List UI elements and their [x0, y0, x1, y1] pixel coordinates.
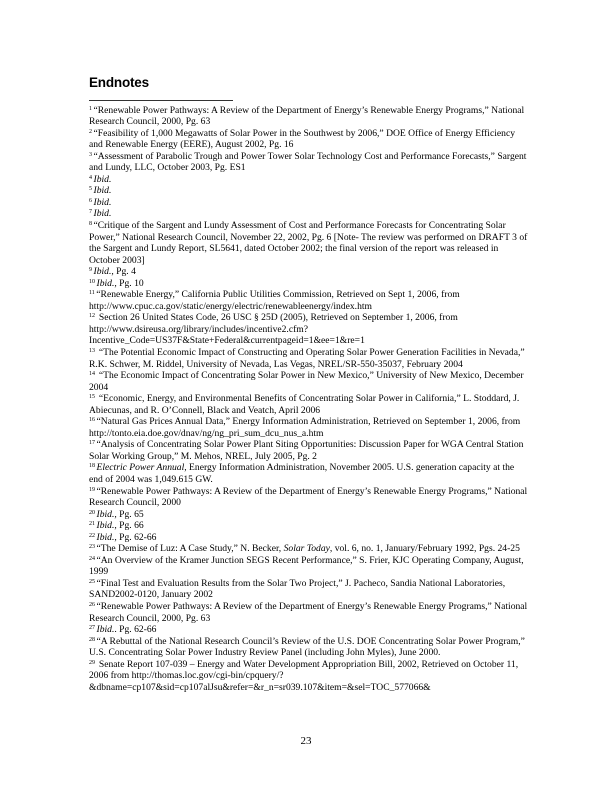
endnote-item [89, 347, 529, 370]
endnote-text: , Pg. 66 [114, 520, 144, 532]
endnote-item [89, 208, 529, 220]
endnote-number: 21 [89, 521, 95, 528]
endnote-italic-text: Ibid. [96, 531, 115, 543]
endnote-item [89, 278, 529, 290]
endnote-text: “Analysis of Concentrating Solar Power Plant Siting Opportunities: Discussion Paper for WGA Central Station Solar Working Group,” M. Mehos, NREL, July 2005, Pg. 2 [89, 439, 524, 462]
endnote-text: “Renewable Power Pathways: A Review of the Department of Energy’s Renewable Energy Programs,” National Research Council, 2000, Pg. 63 [89, 104, 525, 128]
endnote-item [89, 289, 529, 312]
endnote-text: “Feasibility of 1,000 Megawatts of Solar Power in the Southwest by 2006,” DOE Office of Energy Efficiency and Renewable Energy (EERE), August 2002, Pg. 16 [89, 127, 516, 151]
endnote-item [89, 174, 529, 186]
endnote-text: “Assessment of Parabolic Trough and Power Tower Solar Technology Cost and Performance Forecasts,” Sargent and Lundy, LLC, October 2003, Pg. ES1 [89, 150, 527, 174]
endnote-italic-text: Electric Power Annual [96, 462, 185, 474]
endnote-text: Senate Report 107-039 – Energy and Water Development Appropriation Bill, 2002, Retrieved on October 11, 2006 from http://thomas.loc.gov/cgi-bin/cpquery/?&dbname=cp107&sid=cp107alJsu&refer=&r_n=sr039.107&item=&sel=TOC_577066& [89, 658, 519, 693]
endnote-number: 3 [89, 151, 92, 158]
endnote-text: “Renewable Power Pathways: A Review of the Department of Energy’s Renewable Energy Programs,” National Research Council, 2000, Pg. 63 [89, 601, 528, 624]
endnote-text: , Pg. 4 [111, 266, 136, 278]
endnote-item [89, 439, 529, 462]
endnote-number: 25 [89, 578, 95, 585]
page-heading: Endnotes [89, 75, 149, 90]
endnote-number: 24 [89, 555, 95, 562]
endnote-number: 10 [89, 278, 95, 285]
endnote-separator-rule [89, 100, 233, 101]
endnote-number: 11 [89, 290, 95, 297]
endnote-number: 7 [89, 209, 92, 216]
endnote-number: 26 [89, 602, 95, 609]
endnote-italic-text: Ibid. [93, 173, 112, 185]
endnote-text: , Pg. 65 [114, 508, 144, 520]
endnote-item [89, 532, 529, 544]
page-number: 23 [300, 735, 312, 747]
endnote-text: “Renewable Power Pathways: A Review of the Department of Energy’s Renewable Energy Programs,” National Research Council, 2000 [89, 485, 528, 509]
endnote-text: . Pg. 62-66 [114, 624, 157, 636]
endnote-item [89, 220, 529, 266]
endnote-italic-text: Ibid. [96, 277, 115, 289]
endnote-text: “Critique of the Sargent and Lundy Assessment of Cost and Performance Forecasts for Concentrating Solar Power,” National Research Council, November 22, 2002, Pg. 6 [Note- The review was performed on DRAFT 3 of the Sargent and Lundy Report, SL5641, dated October 2002; the final version of the report was released in October 2003] [89, 219, 528, 266]
endnote-number: 27 [89, 625, 95, 632]
endnote-number: 22 [89, 532, 95, 539]
endnote-number: 5 [89, 186, 92, 193]
endnote-item [89, 105, 529, 128]
endnote-item [89, 151, 529, 174]
endnote-number: 12 [89, 313, 95, 320]
endnote-number: 23 [89, 544, 95, 551]
endnote-text: , Pg. 10 [114, 277, 144, 289]
endnote-text: “The Demise of Luz: A Case Study,” N. Becker, [96, 543, 284, 555]
endnote-italic-text: Ibid. [96, 520, 115, 532]
endnote-item [89, 520, 529, 532]
endnote-text: “Natural Gas Prices Annual Data,” Energy Information Administration, Retrieved on September 1, 2006, from http://tonto.eia.doe.gov/dnav/ng/ng_pri_sum_dcu_nus_a.htm [89, 416, 521, 439]
endnote-italic-text: Ibid. [96, 624, 115, 636]
endnote-text: “The Potential Economic Impact of Constructing and Operating Solar Power Generation Facilities in Nevada,” R.K. Schwer, M. Riddel, University of Nevada, Las Vegas, NREL/SR-550-35037, February 2004 [89, 346, 525, 370]
endnote-italic-text: Ibid. [93, 266, 112, 278]
endnote-italic-text: Solar Today [283, 543, 330, 555]
endnote-item [89, 578, 529, 601]
endnote-number: 1 [89, 105, 92, 112]
endnote-text: Section 26 United States Code, 26 USC § 25D (2005), Retrieved on September 1, 2006, from http://www.dsireusa.org/library/includes/incentive2.cfm?Incentive_Code=US37F&State+Federal&currentpageid=1&ee=1&re=1 [89, 312, 458, 347]
endnote-text: , Energy Information Administration, November 2005. U.S. generation capacity at the end of 2004 was 1,049.615 GW. [89, 462, 515, 485]
endnote-italic-text: Ibid. [93, 208, 112, 220]
endnote-number: 20 [89, 509, 95, 516]
endnote-text: , vol. 6, no. 1, January/February 1992, Pgs. 24-25 [329, 543, 520, 555]
endnote-item [89, 601, 529, 624]
endnote-item [89, 312, 529, 347]
endnote-item [89, 555, 529, 578]
endnote-italic-text: Ibid. [93, 196, 112, 208]
endnote-item [89, 416, 529, 439]
endnote-number: 15 [89, 394, 95, 401]
endnote-number: 2 [89, 128, 92, 135]
endnote-number: 16 [89, 417, 95, 424]
endnote-text: “An Overview of the Kramer Junction SEGS Recent Performance,” S. Frier, KJC Operating Company, August, 1999 [89, 554, 524, 578]
endnote-item [89, 266, 529, 278]
endnote-text: “Final Test and Evaluation Results from the Solar Two Project,” J. Pacheco, Sandia National Laboratories, SAND2002-0120, January 2002 [89, 577, 506, 601]
endnote-item [89, 636, 529, 659]
endnote-item [89, 128, 529, 151]
endnote-item [89, 543, 529, 555]
endnote-number: 18 [89, 463, 95, 470]
endnote-number: 8 [89, 220, 92, 227]
endnote-number: 14 [89, 371, 95, 378]
endnote-text: “Renewable Energy,” California Public Utilities Commission, Retrieved on Sept 1, 2006, from http://www.cpuc.ca.gov/static/energy/electric/renewableenergy/index.htm [89, 289, 460, 312]
endnote-number: 4 [89, 174, 92, 181]
endnote-number: 29 [89, 659, 95, 666]
endnote-text: , Pg. 62-66 [114, 531, 157, 543]
endnote-item [89, 624, 529, 636]
endnote-number: 13 [89, 347, 95, 354]
endnote-item [89, 462, 529, 485]
endnote-number: 17 [89, 440, 95, 447]
endnote-text: “A Rebuttal of the National Research Council’s Review of the U.S. DOE Concentrating Solar Power Program,” U.S. Concentrating Solar Power Industry Review Panel (including John Myles), June 2000. [89, 635, 525, 659]
endnote-item [89, 370, 529, 393]
endnote-item [89, 185, 529, 197]
endnotes-list [89, 105, 529, 694]
endnote-item [89, 197, 529, 209]
endnote-italic-text: Ibid. [93, 185, 112, 197]
endnote-number: 28 [89, 636, 95, 643]
endnote-text: “The Economic Impact of Concentrating Solar Power in New Mexico,” University of New Mexico, December 2004 [89, 370, 524, 393]
endnote-item [89, 393, 529, 416]
endnote-italic-text: Ibid. [96, 508, 115, 520]
endnote-number: 19 [89, 486, 95, 493]
endnote-number: 9 [89, 267, 92, 274]
endnote-number: 6 [89, 197, 92, 204]
endnote-item [89, 486, 529, 509]
endnote-item [89, 509, 529, 521]
endnote-item [89, 659, 529, 694]
endnote-text: “Economic, Energy, and Environmental Benefits of Concentrating Solar Power in California,” L. Stoddard, J. Abiecunas, and R. O’Connell, Black and Veatch, April 2006 [89, 393, 520, 416]
